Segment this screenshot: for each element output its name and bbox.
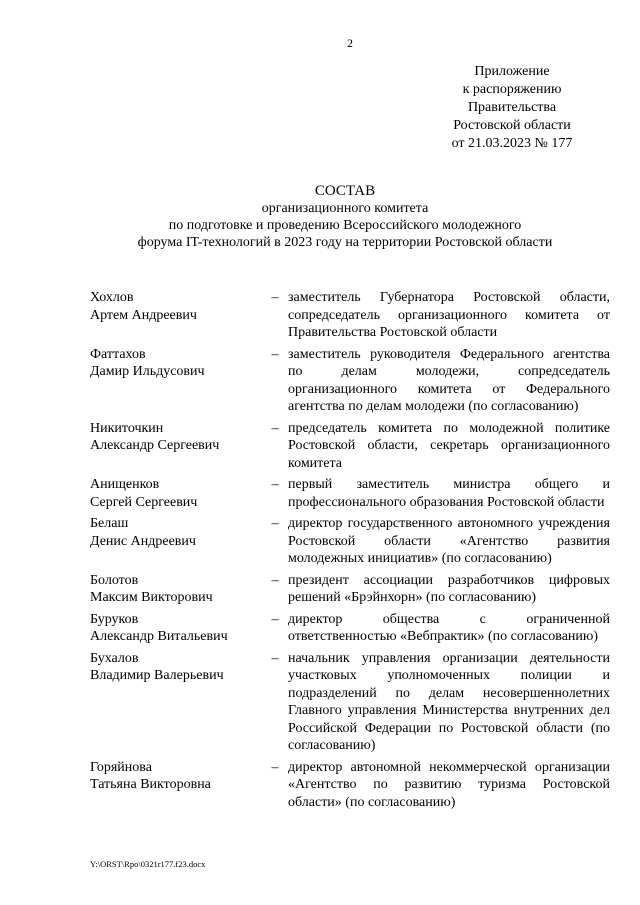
- member-entry: [90, 289, 610, 342]
- appendix-line: от 21.03.2023 № 177: [451, 136, 573, 151]
- member-role: президент ассоциации разработчиков цифровых решений «Брэйнхорн» (по согласованию): [288, 572, 610, 605]
- member-role: директор государственного автономного учреждения Ростовской области «Агентство развития молодежных инициатив» (по согласованию): [288, 516, 610, 566]
- member-names: [90, 759, 270, 794]
- member-surname: Белаш: [90, 516, 129, 531]
- member-entry: [90, 346, 610, 416]
- dash-separator: –: [271, 759, 279, 775]
- appendix-line: Приложение: [474, 64, 550, 79]
- member-names: [90, 420, 270, 455]
- member-entry: [90, 759, 610, 812]
- member-names: [90, 650, 270, 685]
- member-surname: Анищенков: [90, 477, 160, 492]
- page-number: 2: [347, 36, 353, 50]
- member-names: [90, 289, 270, 324]
- member-name: Дамир Ильдусович: [90, 364, 205, 379]
- title-line: по подготовке и проведению Всероссийского молодежного: [168, 218, 522, 233]
- title-heading: СОСТАВ: [314, 183, 376, 199]
- member-name: Татьяна Викторовна: [90, 777, 211, 792]
- dash-separator: –: [271, 420, 279, 436]
- dash-separator: –: [271, 290, 279, 305]
- member-entry: [90, 515, 610, 568]
- member-role: заместитель руководителя Федерального агентства по делам молодежи, сопредседатель организационного комитета от Федерального агентства по делам молодежи (по согласованию): [288, 346, 610, 414]
- member-role: директор автономной некоммерческой организации «Агентство по развитию туризма Ростовской области» (по согласованию): [288, 759, 610, 810]
- member-name: Артем Андреевич: [90, 307, 197, 323]
- appendix-header: [448, 63, 576, 153]
- member-entry: [90, 476, 610, 511]
- member-name: Александр Сергеевич: [90, 438, 220, 453]
- file-path-footer: Y:\ORST\Rpo\0321r177.f23.docx: [90, 859, 206, 869]
- member-entry: [90, 611, 610, 646]
- member-entry: [90, 572, 610, 607]
- dash-separator: –: [271, 650, 279, 666]
- member-role: начальник управления организации деятельности участковых уполномоченных полиции и подразделений по делам несовершеннолетних Главного управления Министерства внутренних дел Российской Федерации по Ростовской области (по согласованию): [288, 650, 610, 753]
- member-names: [90, 476, 270, 511]
- member-surname: Фаттахов: [90, 346, 146, 362]
- member-surname: Никиточкин: [90, 420, 164, 436]
- member-role: первый заместитель министра общего и профессионального образования Ростовской области: [288, 477, 610, 510]
- member-role: председатель комитета по молодежной политике Ростовской области, секретарь организационного комитета: [288, 420, 610, 471]
- title-line: организационного комитета: [261, 201, 429, 216]
- title-line: форума IT-технологий в 2023 году на территории Ростовской области: [137, 235, 553, 250]
- dash-separator: –: [271, 516, 279, 531]
- dash-separator: –: [271, 477, 279, 492]
- member-name: Сергей Сергеевич: [90, 494, 198, 510]
- dash-separator: –: [271, 346, 279, 362]
- member-names: [90, 611, 270, 646]
- member-entry: [90, 420, 610, 473]
- member-role: заместитель Губернатора Ростовской области, сопредседатель организационного комитета от Правительства Ростовской области: [288, 290, 610, 340]
- member-name: Александр Витальевич: [90, 629, 228, 644]
- member-role: директор общества с ограниченной ответственностью «Вебпрактик» (по согласованию): [288, 611, 610, 644]
- member-surname: Буруков: [90, 611, 139, 627]
- member-surname: Бухалов: [90, 650, 139, 666]
- appendix-line: Ростовской области: [453, 118, 571, 133]
- member-names: [90, 346, 270, 381]
- member-entry: [90, 650, 610, 755]
- dash-separator: –: [271, 611, 279, 627]
- appendix-line: Правительства: [467, 100, 557, 115]
- members-list: [90, 289, 610, 815]
- member-names: [90, 515, 270, 550]
- member-surname: Хохлов: [90, 290, 134, 305]
- member-surname: Горяйнова: [90, 759, 152, 775]
- member-names: [90, 572, 270, 607]
- dash-separator: –: [271, 572, 279, 588]
- member-surname: Болотов: [90, 572, 139, 588]
- member-name: Максим Викторович: [90, 590, 213, 605]
- member-name: Владимир Валерьевич: [90, 668, 224, 683]
- member-name: Денис Андреевич: [90, 533, 196, 549]
- document-title: [90, 183, 600, 251]
- appendix-line: к распоряжению: [462, 82, 562, 97]
